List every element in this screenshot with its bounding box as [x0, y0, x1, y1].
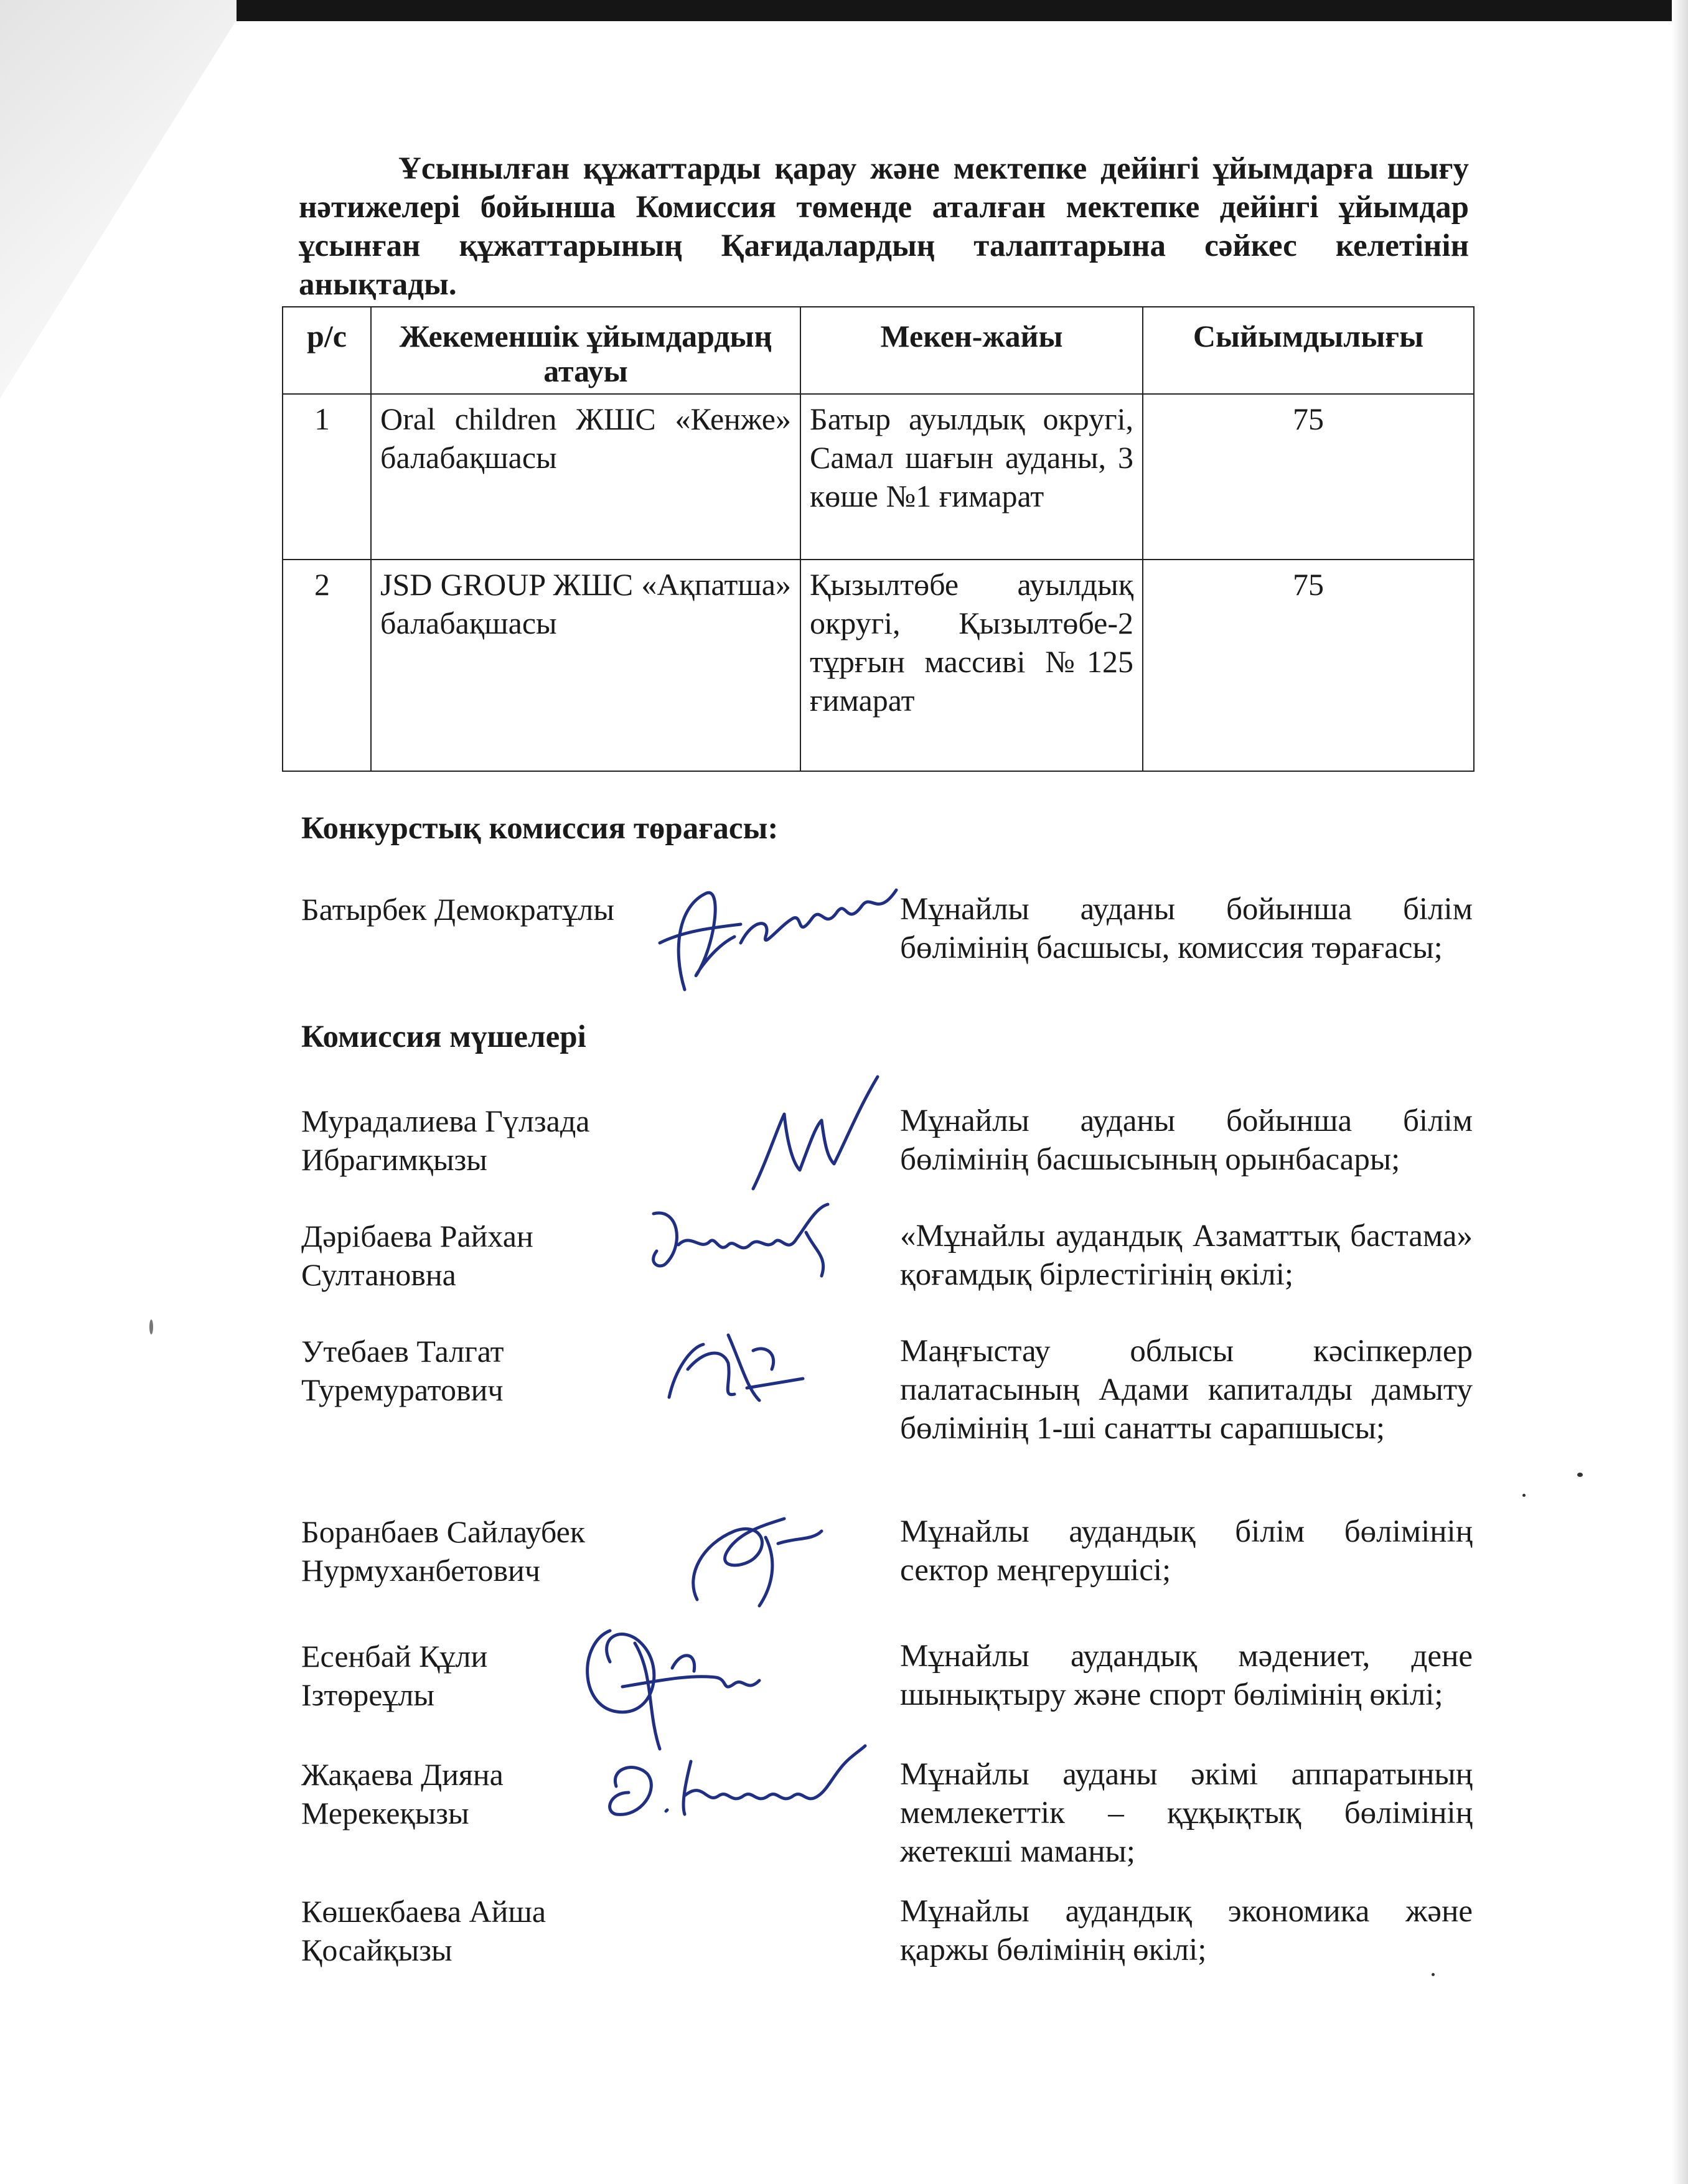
member-name [301, 1217, 687, 1294]
signature-chair [647, 868, 909, 999]
member-patronymic: Ибрагимқызы [301, 1142, 487, 1177]
header-address: Мекен-жайы [800, 307, 1143, 394]
signature-member-1 [747, 1071, 884, 1201]
member-role: Мұнайлы аудандық мәдениет, дене шынықтыру және спорт бөлімінің өкілі; [900, 1639, 1473, 1712]
chair-name: Батырбек Демократұлы [301, 892, 614, 927]
scan-speck [149, 1319, 153, 1334]
results-table [282, 306, 1475, 772]
member-surname: Көшекбаева Айша [301, 1894, 546, 1929]
table-row [283, 560, 1474, 771]
chair-role: Мұнайлы ауданы бойынша білім бөлімінің басшысы, комиссия төрағасы; [900, 892, 1473, 965]
member-role: Маңғыстау облысы кәсіпкерлер палатасының Адами капиталды дамыту бөлімінің 1-ші санатты сарапшысы; [900, 1334, 1473, 1446]
member-role: «Мұнайлы аудандық Азаматтық бастама» қоғамдық бірлестігінің өкілі; [900, 1219, 1473, 1292]
table-row [283, 394, 1474, 560]
member-name [301, 1892, 687, 1969]
member-surname: Дәрібаева Райхан [301, 1219, 533, 1254]
member-patronymic: Султановна [301, 1257, 456, 1292]
row-number: 2 [283, 560, 371, 771]
member-surname: Боранбаев Сайлаубек [301, 1514, 586, 1549]
member-name [301, 1512, 687, 1590]
member-surname: Жақаева Дияна [301, 1757, 504, 1792]
member-patronymic: Ізтөреұлы [301, 1677, 434, 1712]
member-name [301, 1102, 687, 1179]
signature-member-4 [678, 1506, 828, 1612]
intro-paragraph: Ұсынылған құжаттарды қарау және мектепке дейінгі ұйымдарға шығу нәтижелері бойынша Комиссия төменде аталған мектепке дейінгі ұйымдар ұсынған құжаттарының Қағидалардың талаптарына сәйкес келетінін анықтады. [299, 151, 1469, 302]
member-surname: Мурадалиева Гүлзада [301, 1104, 590, 1138]
member-patronymic: Туремуратович [301, 1372, 504, 1407]
table-header-row [283, 307, 1474, 394]
scan-border-top [237, 0, 1688, 21]
member-role: Мұнайлы аудандық білім бөлімінің сектор меңгерушісі; [900, 1514, 1473, 1588]
row-capacity: 75 [1143, 560, 1474, 771]
member-patronymic: Мерекеқызы [301, 1796, 469, 1830]
member-role: Мұнайлы аудандық экономика және қаржы бөлімінің өкілі; [900, 1894, 1473, 1967]
row-capacity: 75 [1143, 394, 1474, 560]
row-address: Қызылтөбе ауылдық округі, Қызылтөбе-2 тұрғын массиві №125 ғимарат [800, 560, 1143, 771]
member-patronymic: Қосайқызы [301, 1933, 452, 1967]
header-number: р/с [283, 307, 371, 394]
member-role: Мұнайлы ауданы бойынша білім бөлімінің басшысының орынбасары; [900, 1104, 1473, 1177]
row-organization-name: Oral children ЖШС «Кенже» балабақшасы [371, 394, 800, 560]
scan-speck [1522, 1494, 1526, 1497]
scan-speck [1432, 1973, 1435, 1976]
member-patronymic: Нурмуханбетович [301, 1553, 540, 1588]
row-address: Батыр ауылдық округі, Самал шағын ауданы, 3 көше №1 ғимарат [800, 394, 1143, 560]
members-heading: Комиссия мүшелері [301, 1019, 586, 1054]
row-organization-name: JSD GROUP ЖШС «Ақпатша» балабақшасы [371, 560, 800, 771]
row-number: 1 [283, 394, 371, 560]
signature-member-6 [598, 1736, 871, 1836]
member-surname: Утебаев Талгат [301, 1334, 504, 1369]
header-capacity: Сыйымдылығы [1143, 307, 1474, 394]
scan-speck [1577, 1473, 1583, 1477]
scan-shadow [0, 0, 237, 398]
member-name [301, 1332, 687, 1409]
member-role: Мұнайлы ауданы әкімі аппаратының мемлекеттік – құқықтық бөлімінің жетекші маманы; [900, 1757, 1473, 1869]
scan-border-right [1672, 0, 1688, 2184]
signature-member-2 [641, 1195, 840, 1282]
member-surname: Есенбай Құли [301, 1639, 488, 1674]
chair-heading: Конкурстық комиссия төрағасы: [301, 811, 779, 846]
signature-member-3 [660, 1326, 809, 1413]
header-organization-name: Жекеменшік ұйымдардың атауы [371, 307, 800, 394]
